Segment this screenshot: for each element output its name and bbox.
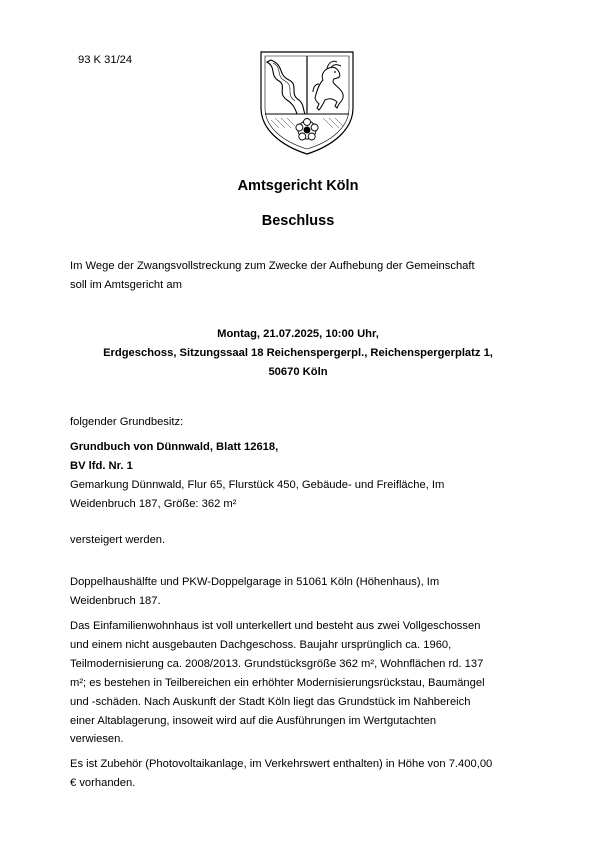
- property-entry: BV lfd. Nr. 1: [70, 460, 133, 472]
- building-p2-line-2: und einem nicht ausgebauten Dachgeschoss. Baujahr ursprünglich ca. 1960,: [70, 639, 452, 651]
- appointment-city: 50670 Köln: [268, 366, 328, 378]
- building-p2-line-6: einer Altablagerung, insoweit wird auf die Ausführungen im Wertgutachten: [70, 715, 437, 727]
- appointment-location: Erdgeschoss, Sitzungssaal 18 Reichenspergerpl., Reichenspergerplatz 1,: [103, 347, 493, 359]
- building-p2-line-7: verwiesen.: [70, 733, 124, 745]
- building-p1-line-2: Weidenbruch 187.: [70, 595, 161, 607]
- building-p2-line-1: Das Einfamilienwohnhaus ist voll unterkellert und besteht aus zwei Vollgeschossen: [70, 620, 481, 632]
- intro-line-2: soll im Amtsgericht am: [70, 279, 182, 291]
- building-p1-line-1: Doppelhaushälfte und PKW-Doppelgarage in 51061 Köln (Höhenhaus), Im: [70, 576, 440, 588]
- court-name: Amtsgericht Köln: [237, 178, 359, 194]
- building-p3-line-2: € vorhanden.: [70, 777, 136, 789]
- property-register: Grundbuch von Dünnwald, Blatt 12618,: [70, 441, 279, 453]
- nrw-coat-of-arms-icon: [257, 48, 357, 158]
- property-description-1: Gemarkung Dünnwald, Flur 65, Flurstück 450, Gebäude- und Freifläche, Im: [70, 479, 445, 491]
- building-p2-line-4: m²; es bestehen in Teilbereichen ein erhöhter Modernisierungsrückstau, Baumängel: [70, 677, 485, 689]
- building-p3-line-1: Es ist Zubehör (Photovoltaikanlage, im Verkehrswert enthalten) in Höhe von 7.400,00: [70, 758, 493, 770]
- file-reference: 93 K 31/24: [78, 54, 133, 66]
- appointment-date: Montag, 21.07.2025, 10:00 Uhr,: [217, 328, 379, 340]
- property-description-2: Weidenbruch 187, Größe: 362 m²: [70, 498, 237, 510]
- auction-note: versteigert werden.: [70, 534, 166, 546]
- property-intro: folgender Grundbesitz:: [70, 416, 184, 428]
- building-p2-line-5: und -schäden. Nach Auskunft der Stadt Köln liegt das Grundstück im Nahbereich: [70, 696, 471, 708]
- building-p2-line-3: Teilmodernisierung ca. 2008/2013. Grundstücksgröße 362 m², Wohnflächen rd. 137: [70, 658, 484, 670]
- intro-line-1: Im Wege der Zwangsvollstreckung zum Zwecke der Aufhebung der Gemeinschaft: [70, 260, 475, 272]
- document-type: Beschluss: [261, 213, 335, 229]
